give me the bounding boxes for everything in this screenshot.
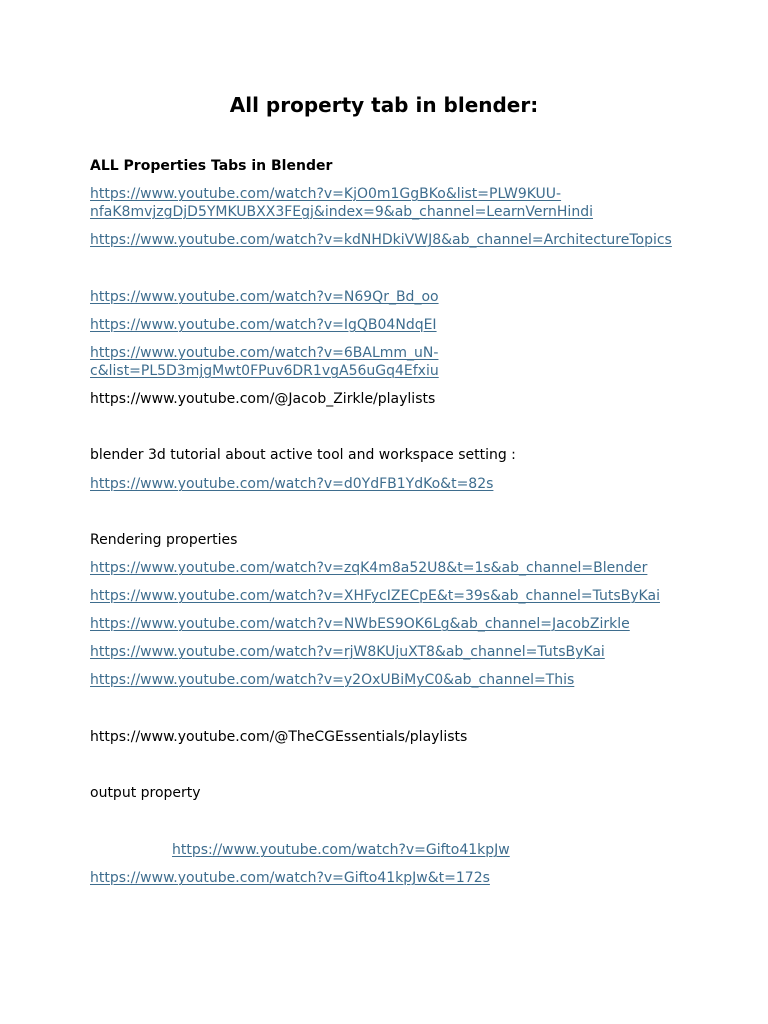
link-1-line-2[interactable]: nfaK8mvjzgDjD5YMKUBXX3FEgj&index=9&ab_channel=LearnVernHindi bbox=[90, 204, 593, 220]
output-label: output property bbox=[90, 785, 201, 801]
link-2[interactable]: https://www.youtube.com/watch?v=kdNHDkiVWJ8&ab_channel=ArchitectureTopics bbox=[90, 232, 672, 248]
output-link-1[interactable]: https://www.youtube.com/watch?v=Gifto41kpJw bbox=[172, 842, 510, 858]
page-title: All property tab in blender: bbox=[229, 93, 539, 117]
jacob-zirkle-playlists-url: https://www.youtube.com/@Jacob_Zirkle/playlists bbox=[90, 391, 436, 407]
link-3[interactable]: https://www.youtube.com/watch?v=N69Qr_Bd_oo bbox=[90, 289, 439, 305]
rendering-link-3[interactable]: https://www.youtube.com/watch?v=NWbES9OK6Lg&ab_channel=JacobZirkle bbox=[90, 616, 630, 632]
rendering-link-2[interactable]: https://www.youtube.com/watch?v=XHFycIZECpE&t=39s&ab_channel=TutsByKai bbox=[90, 588, 660, 604]
link-5-line-2[interactable]: c&list=PL5D3mjgMwt0FPuv6DR1vgA56uGq4Efxiu bbox=[90, 363, 439, 379]
link-4[interactable]: https://www.youtube.com/watch?v=IgQB04NdqEI bbox=[90, 317, 437, 333]
rendering-link-1[interactable]: https://www.youtube.com/watch?v=zqK4m8a52U8&t=1s&ab_channel=Blender bbox=[90, 560, 648, 576]
active-tool-label: blender 3d tutorial about active tool and workspace setting : bbox=[90, 447, 516, 463]
rendering-link-4[interactable]: https://www.youtube.com/watch?v=rjW8KUjuXT8&ab_channel=TutsByKai bbox=[90, 644, 605, 660]
section-heading: ALL Properties Tabs in Blender bbox=[90, 158, 333, 174]
link-1-line-1[interactable]: https://www.youtube.com/watch?v=KjO0m1GgBKo&list=PLW9KUU- bbox=[90, 186, 562, 202]
cg-essentials-playlists-url: https://www.youtube.com/@TheCGEssentials/playlists bbox=[90, 729, 468, 745]
rendering-label: Rendering properties bbox=[90, 532, 238, 548]
link-5-line-1[interactable]: https://www.youtube.com/watch?v=6BALmm_uN- bbox=[90, 345, 439, 361]
rendering-link-5[interactable]: https://www.youtube.com/watch?v=y2OxUBiMyC0&ab_channel=This bbox=[90, 672, 575, 688]
active-tool-link[interactable]: https://www.youtube.com/watch?v=d0YdFB1YdKo&t=82s bbox=[90, 476, 494, 492]
output-link-2[interactable]: https://www.youtube.com/watch?v=Gifto41kpJw&t=172s bbox=[90, 870, 490, 886]
